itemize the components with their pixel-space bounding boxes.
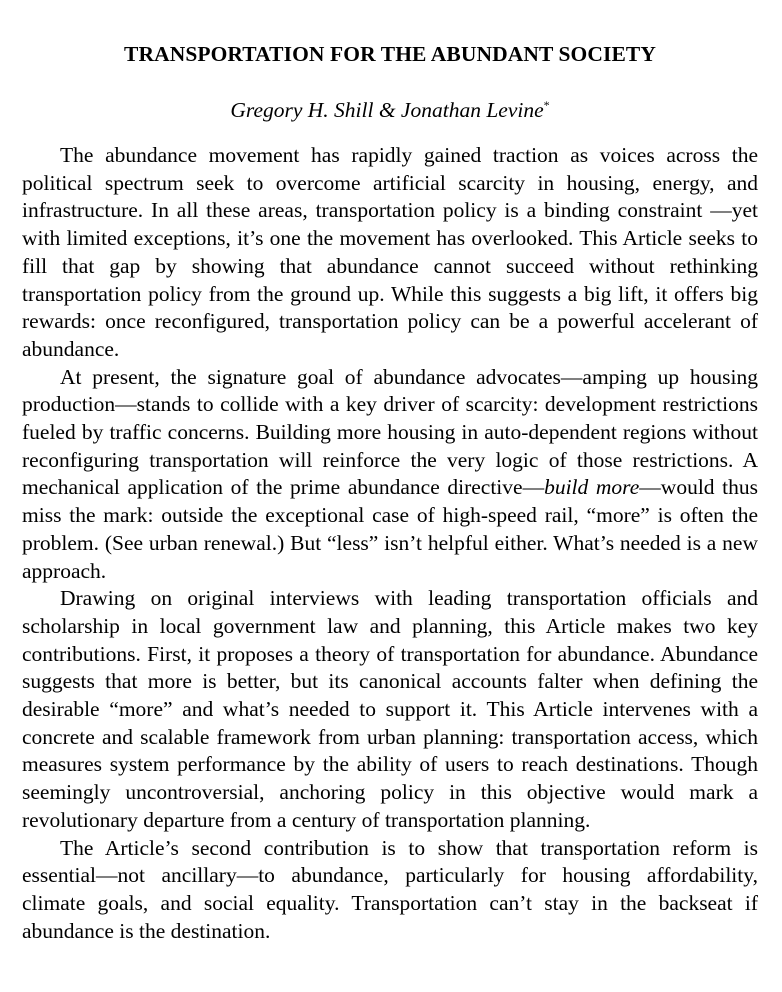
abstract-paragraph-4: The Article’s second contribution is to show that transportation reform is essential—not ancillary—to abundance, particularly for housing affordability, climate goals, and social equality. Transportation can’t stay in the backseat if abundance is the destination. bbox=[22, 835, 758, 943]
article-title: TRANSPORTATION FOR THE ABUNDANT SOCIETY bbox=[124, 42, 656, 66]
article-authors bbox=[22, 67, 758, 123]
abstract bbox=[22, 142, 758, 945]
paragraph-2-emphasis: build more bbox=[544, 475, 640, 500]
abstract-paragraph-3: Drawing on original interviews with leading transportation officials and scholarship in local government law and planning, this Article makes two key contributions. First, it proposes a theory of transportation for abundance. Abundance suggests that more is better, but its canonical accounts falter when defining the desirable “more” and what’s needed to support it. This Article intervenes with a concrete and scalable framework from urban planning: transportation access, which measures system performance by the ability of users to reach destinations. Though seemingly uncontroversial, anchoring policy in this objective would mark a revolutionary departure from a century of transportation planning. bbox=[22, 586, 758, 832]
paragraph-2-text-before: At present, the signature goal of abundance advocates—amping up housing production—stands to collide with a key driver of scarcity: development restrictions fueled by traffic concerns. Building more housing in auto-dependent regions without reconfiguring transportation will reinforce the very logic of those restrictions. A mechanical application of the prime abundance directive— bbox=[22, 364, 758, 500]
author-footnote-mark[interactable]: * bbox=[543, 97, 550, 112]
abstract-paragraph-2 bbox=[22, 364, 758, 586]
paragraph-2-text-after: —would thus miss the mark: outside the exceptional case of high-speed rail, “more” is often the problem. (See urban renewal.) But “less” isn’t helpful either. What’s needed is a new approach. bbox=[22, 475, 759, 583]
author-names: Gregory H. Shill & Jonathan Levine bbox=[230, 98, 544, 122]
abstract-paragraph-1: The abundance movement has rapidly gained traction as voices across the political spectrum seek to overcome artificial scarcity in housing, energy, and infrastructure. In all these areas, transportation policy is a binding constraint —yet with limited exceptions, it’s one the movement has overlooked. This Article seeks to fill that gap by showing that abundance cannot succeed without rethinking transportation policy from the ground up. While this suggests a big lift, it offers big rewards: once reconfigured, transportation policy can be a powerful accelerant of abundance. bbox=[22, 143, 758, 361]
